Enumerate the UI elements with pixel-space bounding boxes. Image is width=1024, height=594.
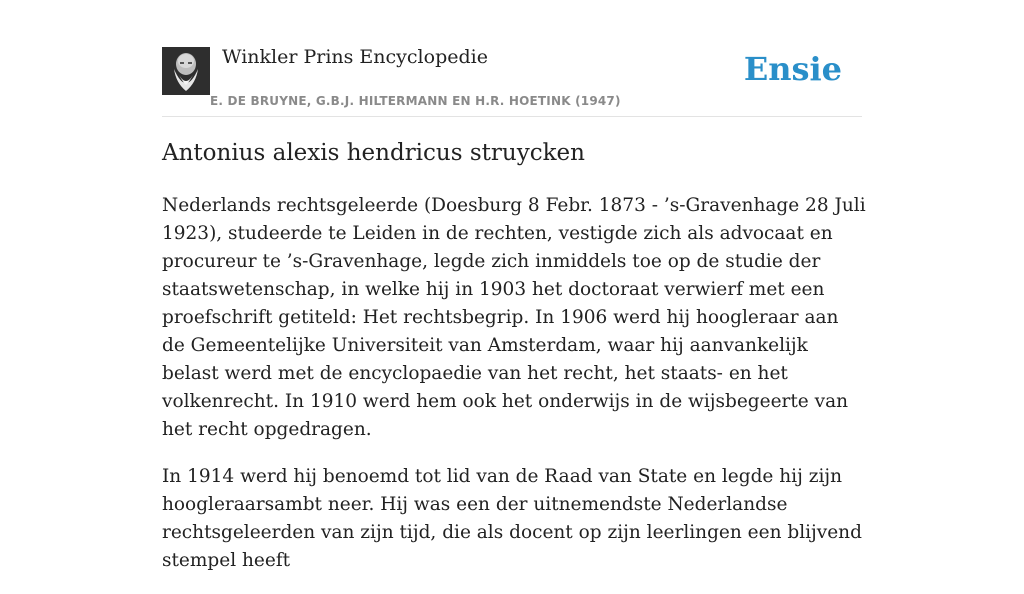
authors-line: E. DE BRUYNE, G.B.J. HILTERMANN EN H.R. HOETINK (1947) [210, 94, 621, 108]
article-paragraph: Nederlands rechtsgeleerde (Doesburg 8 Febr. 1873 - ’s-Gravenhage 28 Juli 1923), studeerde te Leiden in de rechten, vestigde zich als advocaat en procureur te ’s-Gravenhage, legde zich inmiddels toe op de studie der staatswetenschap, in welke hij in 1903 het doctoraat verwierf met een proefschrift getiteld: Het rechtsbegrip. In 1906 werd hij hoogleraar aan de Gemeentelijke Universiteit van Amsterdam, waar hij aanvankelijk belast werd met de encyclopaedie van het recht, het staats- en het volkenrecht. In 1910 werd hem ook het onderwijs in de wijsbegeerte van het recht opgedragen. [162, 195, 866, 440]
article-title: Antonius alexis hendricus struycken [162, 140, 585, 166]
site-header [162, 40, 862, 117]
article-paragraph: In 1914 werd hij benoemd tot lid van de Raad van State en legde hij zijn hoogleraarsambt neer. Hij was een der uitnemendste Nederlandse rechtsgeleerden van zijn tijd, die als docent op zijn leerlingen een blijvend stempel heeft [162, 466, 862, 571]
author-avatar[interactable] [162, 47, 210, 95]
bearded-man-portrait-icon [162, 47, 210, 95]
brand-logo[interactable]: Ensie [743, 50, 842, 88]
site-name[interactable]: Winkler Prins Encyclopedie [222, 46, 488, 68]
article-body [162, 192, 867, 594]
